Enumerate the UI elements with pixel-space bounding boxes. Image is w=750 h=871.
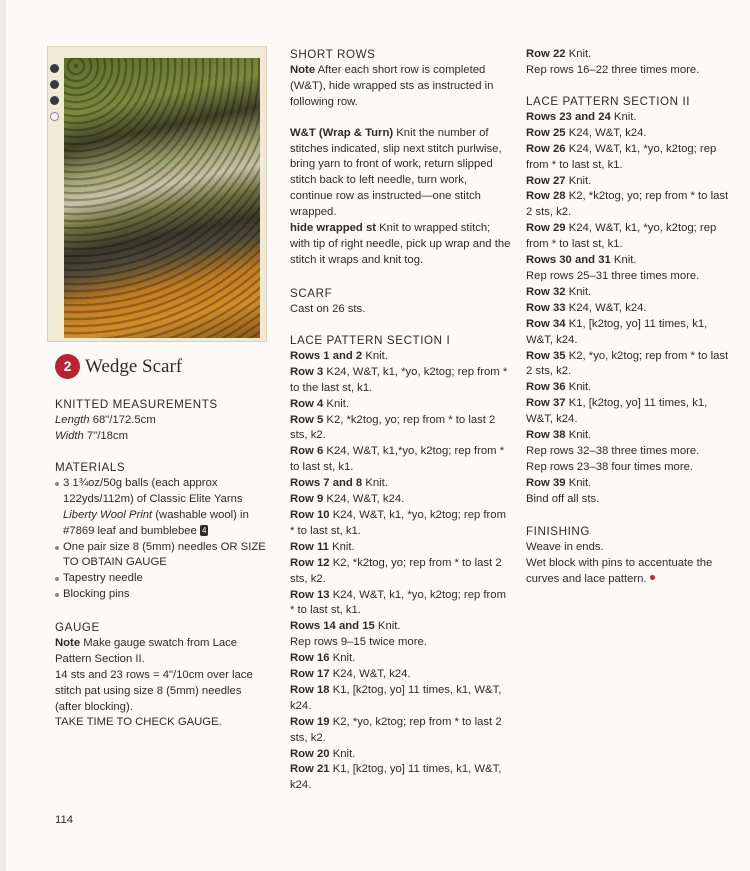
lace2-rows3	[526, 476, 734, 492]
row-text: Knit.	[362, 477, 388, 490]
material-text: (washable wool) in #7869 leaf and bumblebee	[63, 508, 249, 537]
finishing-text-2: Wet block with pins to accentuate the curves and lace pattern.	[526, 556, 713, 585]
pattern-row	[290, 540, 512, 556]
row-text: K24, W&T, k1, *yo, k2tog; rep from * to the last st, k1.	[290, 365, 508, 394]
row-label: Row 33	[526, 301, 566, 314]
row-label: Row 26	[526, 142, 566, 155]
note-text: After each short row is completed (W&T), hide wrapped sts as instructed in following row.	[290, 63, 494, 108]
finishing-section	[526, 524, 734, 588]
row-text: K24, W&T, k1, *yo, k2tog; rep from * to last st, k1.	[526, 142, 717, 171]
note-text: Make gauge swatch from Lace Pattern Section II.	[55, 636, 238, 665]
finishing-text	[526, 556, 734, 588]
row-label: Row 3	[290, 365, 324, 378]
length-label: Length	[55, 413, 90, 426]
cast-on: Cast on 26 sts.	[290, 302, 366, 315]
row-label: Rows 14 and 15	[290, 620, 375, 633]
width-label: Width	[55, 429, 84, 442]
row-text: K2, *k2tog, yo; rep from * to last 2 sts, k2.	[290, 413, 496, 442]
row-label: Row 25	[526, 126, 566, 139]
row-label: Row 4	[290, 397, 324, 410]
material-text: 3 1¾oz/50g balls (each approx 122yds/112m) of Classic Elite Yarns	[63, 476, 243, 505]
row-text: Knit.	[565, 381, 592, 394]
pattern-row	[290, 747, 512, 763]
row-text: K2, *k2tog, yo; rep from * to last 2 sts, k2.	[526, 190, 729, 219]
pattern-row	[526, 317, 734, 349]
row-label: Rows 7 and 8	[290, 477, 363, 490]
row-text: K24, W&T, k1, *yo, k2tog; rep from * to last st, k1.	[290, 588, 506, 617]
row-label: Row 37	[526, 397, 566, 410]
pattern-row	[526, 349, 734, 381]
width-line	[55, 429, 270, 445]
row-label: Rows 30 and 31	[526, 254, 611, 267]
row-text: K1, [k2tog, yo] 11 times, k1, W&T, k24.	[526, 397, 708, 426]
finishing-text: Weave in ends.	[526, 540, 604, 553]
list-item: Tapestry needle	[55, 571, 270, 587]
row-label: Row 27	[526, 174, 566, 187]
end-mark-icon	[650, 575, 655, 580]
pattern-row	[526, 285, 734, 301]
term-text: Knit to wrapped stitch; with tip of right needle, pick up wrap and the stitch it wraps and knit tog.	[290, 222, 511, 266]
section-heading: MATERIALS	[55, 461, 126, 474]
row-label: Row 22	[526, 48, 566, 60]
list-item: Blocking pins	[55, 587, 270, 603]
row-text: Knit.	[565, 285, 592, 298]
short-rows-section	[290, 47, 512, 269]
yarn-name: Liberty Wool Print	[63, 508, 153, 521]
row-text: K24, W&T, k1, *yo, k2tog; rep from * to last st, k1.	[526, 222, 717, 251]
note-label: Note	[290, 63, 316, 76]
row-text: K2, *yo, k2tog; rep from * to last 2 sts, k2.	[526, 349, 729, 378]
row-text: K2, *k2tog, yo; rep from * to last 2 sts, k2.	[290, 556, 502, 585]
lace1-rows2	[290, 651, 512, 794]
row-text: Knit.	[565, 48, 592, 60]
row-text: K24, W&T, k1,*yo, k2tog; rep from * to last st, k1.	[290, 445, 505, 474]
pattern-row	[290, 715, 512, 747]
section-heading: SCARF	[290, 287, 333, 300]
row-label: Row 9	[290, 493, 324, 506]
pattern-number-badge: 2	[55, 354, 80, 379]
lace-section-1-continued	[526, 47, 734, 79]
row-label: Row 16	[290, 652, 330, 665]
width-value: 7"/18cm	[83, 429, 128, 442]
row-text: K2, *yo, k2tog; rep from * to last 2 sts, k2.	[290, 715, 502, 744]
row-text: K1, [k2tog, yo] 11 times, k1, W&T, k24.	[526, 317, 708, 346]
row-label: Row 18	[290, 683, 330, 696]
row-label: Row 21	[290, 763, 330, 776]
pattern-row	[290, 762, 512, 794]
row-text: K24, W&T, k24.	[565, 126, 647, 139]
pattern-row	[290, 619, 512, 635]
short-rows-note	[290, 63, 512, 111]
scarf-section	[290, 286, 512, 318]
binder-hole	[50, 96, 59, 105]
lace-section-1	[290, 333, 512, 794]
row-text: Knit.	[329, 747, 356, 760]
row-text: K24, W&T, k24.	[329, 668, 411, 681]
section-heading: FINISHING	[526, 525, 591, 538]
scarf-photo	[64, 58, 260, 338]
pattern-row	[526, 189, 734, 221]
length-line	[55, 413, 270, 429]
lace-section-2	[526, 94, 734, 508]
repeat-instruction: Rep rows 9–15 twice more.	[290, 636, 427, 649]
pattern-row	[290, 683, 512, 715]
row-text: Knit.	[329, 652, 356, 665]
repeat-instruction: Rep rows 32–38 three times more.	[526, 444, 700, 457]
pattern-row	[290, 651, 512, 667]
pattern-row	[526, 110, 734, 126]
lace2-rows2	[526, 285, 734, 444]
pattern-row	[526, 126, 734, 142]
repeat-instruction: Rep rows 16–22 three times more.	[526, 63, 700, 76]
row-text: Knit.	[374, 620, 401, 633]
hide-wrapped-definition	[290, 221, 512, 269]
row-label: Row 39	[526, 476, 566, 489]
section-heading: LACE PATTERN SECTION I	[290, 334, 451, 347]
row-label: Row 13	[290, 588, 330, 601]
note-label: Note	[55, 636, 81, 649]
gauge-text: 14 sts and 23 rows = 4"/10cm over lace stitch pat using size 8 (5mm) needles (after blocking).	[55, 668, 253, 713]
row-text: Knit.	[610, 254, 637, 267]
list-item	[55, 476, 270, 540]
row-label: Row 19	[290, 715, 330, 728]
row-label: Row 11	[290, 540, 329, 553]
row-text: K1, [k2tog, yo] 11 times, k1, W&T, k24.	[290, 763, 502, 792]
row-label: Row 10	[290, 508, 330, 521]
pattern-row	[526, 396, 734, 428]
binder-holes	[50, 64, 62, 128]
bind-off: Bind off all sts.	[526, 492, 600, 505]
gauge-section	[55, 620, 270, 731]
pattern-row	[526, 428, 734, 444]
row-text: Knit.	[565, 429, 592, 442]
pattern-row	[290, 556, 512, 588]
lace1-rows	[290, 349, 512, 635]
row-label: Row 6	[290, 445, 324, 458]
binder-hole	[50, 112, 59, 121]
pattern-row	[526, 476, 734, 492]
row-label: Row 20	[290, 747, 330, 760]
row-text: Knit.	[362, 349, 388, 362]
pattern-row	[290, 476, 512, 492]
row-label: Row 5	[290, 413, 324, 426]
term-label: hide wrapped st	[290, 222, 376, 235]
repeat-instruction: Rep rows 25–31 three times more.	[526, 269, 700, 282]
row-label: Rows 1 and 2	[290, 349, 363, 362]
pattern-row	[290, 492, 512, 508]
row-label: Row 38	[526, 429, 566, 442]
pattern-row	[526, 253, 734, 269]
row-text: Knit.	[565, 174, 592, 187]
row-text: Knit.	[323, 397, 350, 410]
list-item: One pair size 8 (5mm) needles OR SIZE TO OBTAIN GAUGE	[55, 540, 270, 572]
pattern-row	[526, 380, 734, 396]
row-label: Row 36	[526, 381, 566, 394]
section-heading: LACE PATTERN SECTION II	[526, 95, 691, 108]
pattern-row	[526, 301, 734, 317]
pattern-row	[526, 47, 734, 63]
materials-section	[55, 460, 270, 603]
row-label: Row 32	[526, 285, 566, 298]
pattern-row	[290, 508, 512, 540]
pattern-row	[290, 667, 512, 683]
pattern-row	[290, 413, 512, 445]
pattern-title	[55, 354, 182, 379]
row-label: Rows 23 and 24	[526, 110, 611, 123]
pattern-row	[290, 349, 512, 365]
row-label: Row 29	[526, 222, 566, 235]
row-text: Knit.	[565, 476, 592, 489]
pattern-row	[290, 365, 512, 397]
binder-hole	[50, 80, 59, 89]
lace2-rows	[526, 110, 734, 269]
pattern-title-text: Wedge Scarf	[85, 355, 183, 377]
row-text: K24, W&T, k24.	[565, 301, 647, 314]
yarn-weight-icon: 4	[201, 525, 207, 535]
pattern-row	[290, 444, 512, 476]
row-text: Knit.	[328, 540, 355, 553]
section-heading: GAUGE	[55, 621, 100, 634]
pattern-row	[526, 221, 734, 253]
section-heading: KNITTED MEASUREMENTS	[55, 398, 218, 411]
term-text: Knit the number of stitches indicated, slip next stitch purlwise, bring yarn to front of work, return slipped stitch back to left needle, turn work, continue row as instructed—one stitch wrapped.	[290, 126, 502, 219]
row-text: Knit.	[610, 110, 637, 123]
row-text: K24, W&T, k1, *yo, k2tog; rep from * to last st, k1.	[290, 508, 506, 537]
row-text: K24, W&T, k24.	[323, 493, 405, 506]
pattern-row	[526, 142, 734, 174]
lace1-tail	[526, 47, 734, 63]
page-number: 114	[55, 814, 74, 826]
wt-definition	[290, 126, 512, 221]
gauge-note	[55, 636, 270, 668]
pattern-row	[526, 174, 734, 190]
pattern-row	[290, 397, 512, 413]
row-label: Row 34	[526, 317, 566, 330]
row-text: K1, [k2tog, yo] 11 times, k1, W&T, k24.	[290, 683, 502, 712]
gauge-check: TAKE TIME TO CHECK GAUGE.	[55, 716, 222, 729]
row-label: Row 12	[290, 556, 330, 569]
section-heading: SHORT ROWS	[290, 48, 376, 61]
repeat-instruction: Rep rows 23–38 four times more.	[526, 460, 694, 473]
knitted-measurements-section	[55, 397, 270, 445]
binder-hole	[50, 64, 59, 73]
term-label: W&T (Wrap & Turn)	[290, 126, 394, 139]
page-edge	[0, 0, 6, 871]
row-label: Row 28	[526, 190, 566, 203]
pattern-row	[290, 588, 512, 620]
materials-list	[55, 476, 270, 603]
length-value: 68"/172.5cm	[89, 413, 156, 426]
row-label: Row 35	[526, 349, 566, 362]
row-label: Row 17	[290, 668, 330, 681]
